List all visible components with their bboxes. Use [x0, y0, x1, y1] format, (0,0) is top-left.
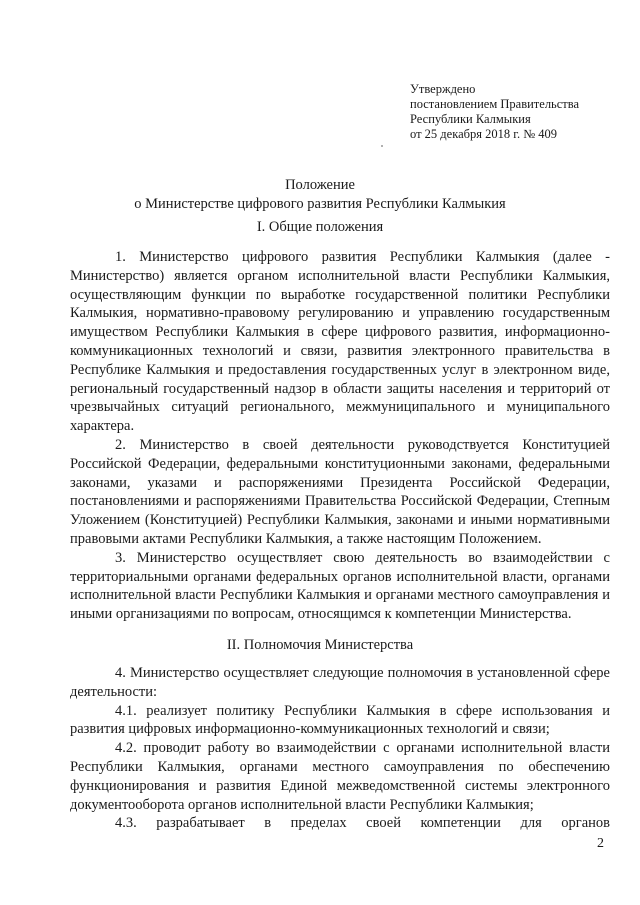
paragraph: 4.3. разрабатывает в пределах своей компетенции для органов [115, 815, 610, 832]
section-heading-powers: II. Полномочия Министерства [226, 637, 414, 653]
approval-line: Республики Калмыкия [410, 112, 531, 126]
paragraph: 4. Министерство осуществляет следующие полномочия в установленной сфере деятельности: [70, 665, 610, 700]
title-line: о Министерстве цифрового развития Республики Калмыкия [134, 196, 506, 212]
section-heading-general: I. Общие положения [256, 219, 384, 235]
section-general-body [70, 248, 610, 624]
paragraph: 4.1. реализует политику Республики Калмыкия в сфере использования и развития цифровых информационно-коммуникационных технологий и связи; [70, 702, 610, 738]
paragraph: 1. Министерство цифрового развития Республики Калмыкия (далее - Министерство) является органом исполнительной власти Республики Калмыкия, осуществляющим функции по выработке государственной политики Республики Калмыкия, нормативно-правовому регулированию и управлению государственным имуществом Республики Калмыкия в сфере цифрового развития, информационно-коммуникационных технологий и связи, развития электронного правительства в Республике Калмыкия и предоставления государственных услуг в электронном виде, региональный государственный надзор в области защиты населения и территорий от чрезвычайных ситуаций регионального, межмуниципального и муниципального характера. [70, 249, 610, 435]
page-number: 2 [597, 836, 604, 851]
approval-line: постановлением Правительства [410, 97, 580, 111]
approval-line: Утверждено [410, 82, 476, 96]
scan-speck [381, 145, 383, 147]
approval-line: от 25 декабря 2018 г. № 409 [410, 127, 558, 141]
paragraph: 4.2. проводит работу во взаимодействии с органами исполнительной власти Республики Калмыкия, органами местного самоуправления по обеспечению функционирования и развития Единой межведомственной системы электронного документооборота органов исполнительной власти Республики Калмыкия; [70, 740, 610, 813]
paragraph: 3. Министерство осуществляет свою деятельность во взаимодействии с территориальными органами федеральных органов исполнительной власти, органами исполнительной власти Республики Калмыкия и органами местного самоуправления и иными организациями по вопросам, относящимся к компетенции Министерства. [70, 549, 610, 623]
section-powers-body [70, 664, 610, 833]
paragraph: 2. Министерство в своей деятельности руководствуется Конституцией Российской Федерации, федеральными конституционными законами, федеральными законами, указами и распоряжениями Президента Российской Федерации, постановлениями и распоряжениями Правительства Российской Федерации, Степным Уложением (Конституцией) Республики Калмыкия, законами и иными нормативными правовыми актами Республики Калмыкия, а также настоящим Положением. [70, 436, 610, 547]
approval-stamp [410, 82, 579, 142]
document-title [0, 176, 640, 214]
title-line: Положение [285, 177, 355, 193]
